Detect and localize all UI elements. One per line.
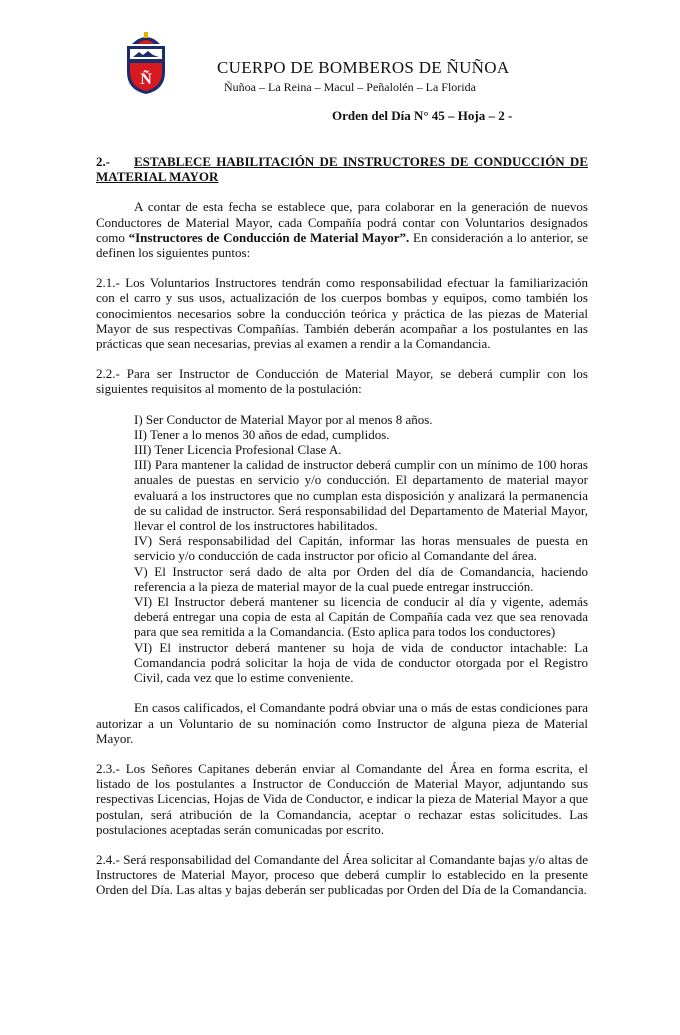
list-item: II) Tener a lo menos 30 años de edad, cumplidos. <box>134 426 390 442</box>
list-item: I) Ser Conductor de Material Mayor por al menos 8 años. <box>134 411 433 427</box>
paragraph-2-4: 2.4.- Será responsabilidad del Comandante del Área solicitar al Comandante bajas y/o altas de Instructores de Material Mayor, proceso que deberá cumplir lo establecido en la presente Orden del Día. Las altas y bajas deberán ser publicadas por Orden del Día de la Comandancia. <box>96 851 588 898</box>
fire-department-crest-icon <box>124 28 168 96</box>
organization-name: CUERPO DE BOMBEROS DE ÑUÑOA <box>217 58 510 77</box>
section-title: ESTABLECE HABILITACIÓN DE INSTRUCTORES DE CONDUCCIÓN DE MATERIAL MAYOR <box>96 154 588 185</box>
section-heading <box>96 154 588 184</box>
intro-text-end: En consideración a lo anterior, se definen los siguientes puntos: <box>96 229 588 261</box>
intro-bold-term: “Instructores de Conducción de Material Mayor”. <box>128 229 410 245</box>
list-item: V) El Instructor será dado de alta por Orden del día de Comandancia, haciendo referencia a la pieza de material mayor de la cual puede entregar instrucción. <box>134 563 588 594</box>
intro-paragraph <box>96 199 588 260</box>
intro-text: A contar de esta fecha se establece que, para colaborar en la generación de nuevos Conductores de Material Mayor, cada Compañía podrá contar con Voluntarios designados como <box>96 199 588 245</box>
paragraph-special-cases: En casos calificados, el Comandante podrá obviar una o más de estas condiciones para autorizar a un Voluntario de su nominación como Instructor de alguna pieza de Material Mayor. <box>96 700 588 746</box>
list-item: IV) Será responsabilidad del Capitán, informar las horas mensuales de puesta en servicio y/o conducción de cada instructor por oficio al Comandante del área. <box>134 533 588 564</box>
crest-letter: Ñ <box>140 71 152 88</box>
letterhead <box>0 0 680 130</box>
section-number: 2.- <box>96 154 111 169</box>
list-item: III) Para mantener la calidad de instructor deberá cumplir con un mínimo de 100 horas anuales de puestas en servicio y/o conducción. El departamento de material mayor evaluará a los instructores que no cumplan esta disposición y analizará la permanencia de su calidad de instructor. Será responsabilidad del Departamento de Material Mayor, llevar el control de los instructores habilitados. <box>134 457 588 534</box>
order-reference: Orden del Día N° 45 – Hoja – 2 - <box>332 108 513 123</box>
paragraph-2-3: 2.3.- Los Señores Capitanes deberán enviar al Comandante del Área en forma escrita, el listado de los postulantes a Instructor de Conducción de Material Mayor, adjuntando sus respectivas Licencias, Hojas de Vida de Conductor, e indicar la pieza de Material Mayor a que postulan, será atribución de la Comandancia, aceptar o rechazar estas solicitudes. Las postulaciones aceptadas serán comunicadas por escrito. <box>96 760 588 837</box>
document-body <box>96 154 588 913</box>
paragraph-2-2: 2.2.- Para ser Instructor de Conducción de Material Mayor, se deberá cumplir con los siguientes requisitos al momento de la postulación: <box>96 366 588 397</box>
list-item: VI) El Instructor deberá mantener su licencia de conducir al día y vigente, además deberá entregar una copia de esta al Capitán de Compañía cada vez que sea renovada para que sea remitida a la Comandancia. (Esto aplica para todos los conductores) <box>134 594 588 640</box>
organization-communes: Ñuñoa – La Reina – Macul – Peñalolén – La Florida <box>224 80 476 94</box>
paragraph-2-1: 2.1.- Los Voluntarios Instructores tendrán como responsabilidad efectuar la familiarización con el carro y sus usos, actualización de los cuerpos bombas y equipos, como también los conocimientos necesarios sobre la conducción teórica y práctica de las piezas de Material Mayor de sus respectivas Compañías. También deberán acompañar a los postulantes en las prácticas que sean necesarias, previas al examen a rendir a la Comandancia. <box>96 275 588 352</box>
list-item: VI) El instructor deberá mantener su hoja de vida de conductor intachable: La Comandancia podrá solicitar la hoja de vida de conductor otorgada por el Registro Civil, cada vez que lo estime conveniente. <box>134 639 588 686</box>
list-item: III) Tener Licencia Profesional Clase A. <box>134 442 342 458</box>
requirements-list <box>134 412 588 686</box>
